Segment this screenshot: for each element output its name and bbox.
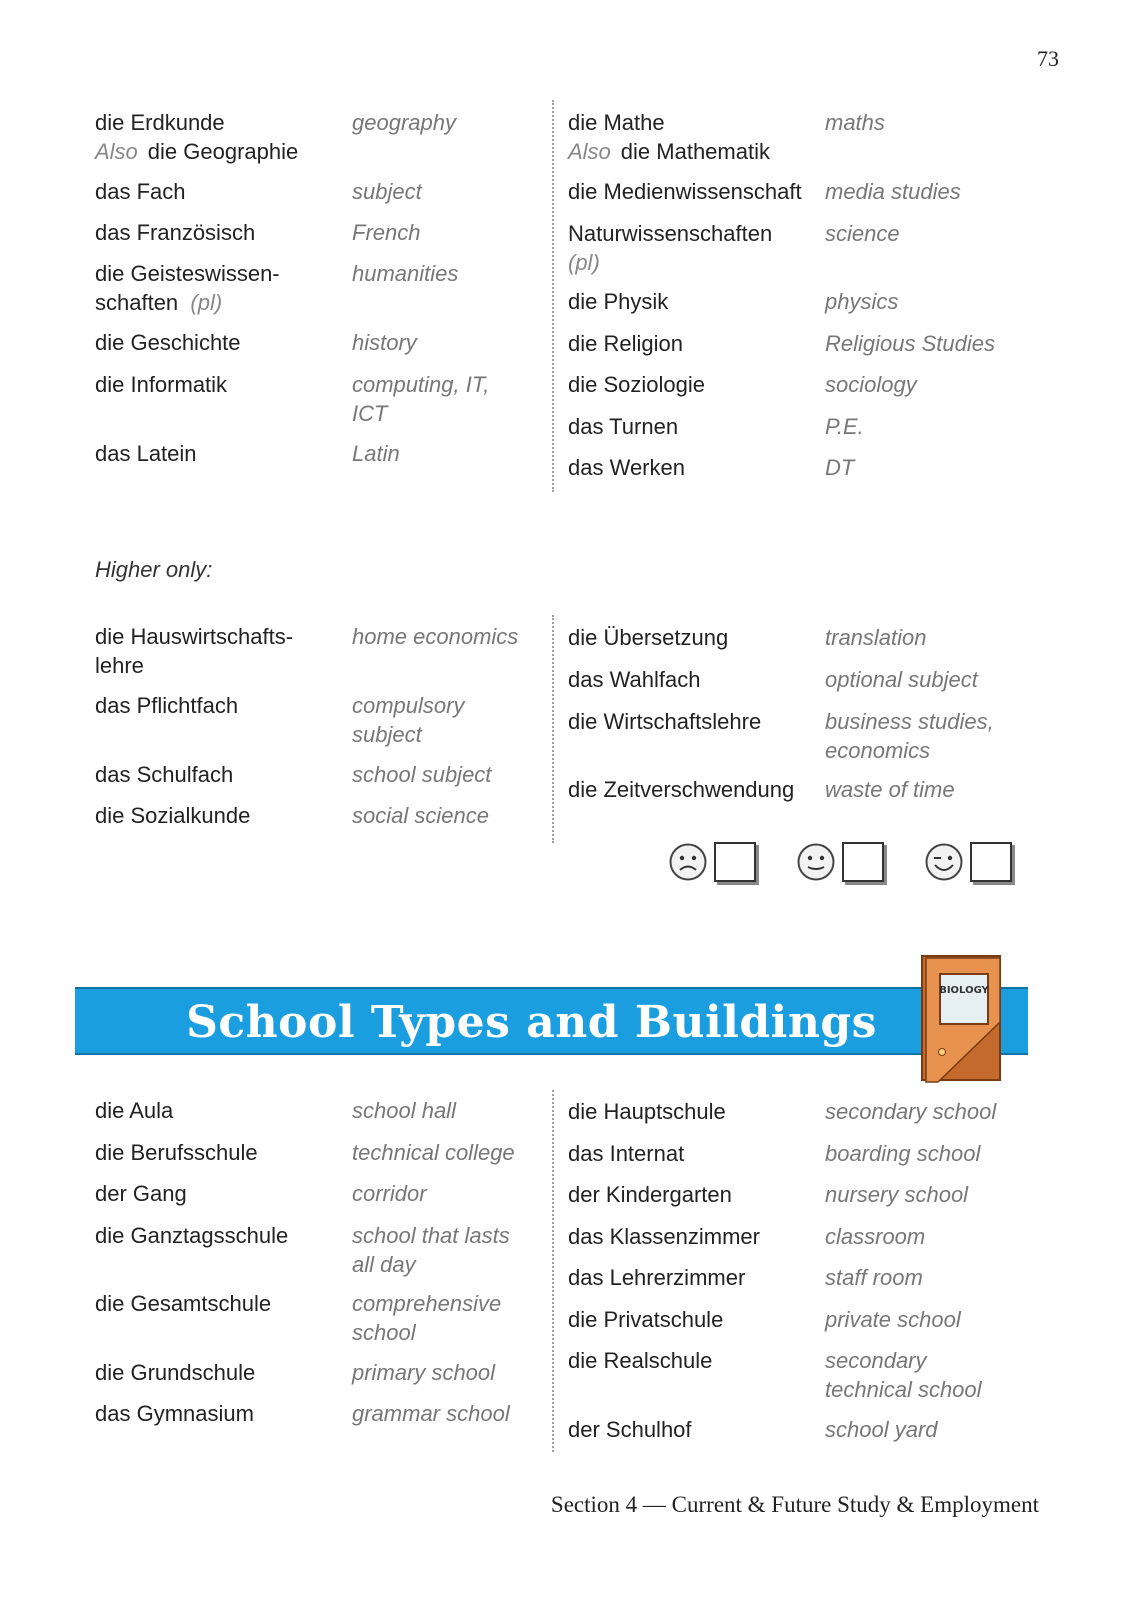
- plural-marker: (pl): [568, 250, 600, 275]
- column-divider: [552, 615, 554, 843]
- self-assessment-ratings: [668, 840, 1028, 884]
- english-translation-line-1: school that lasts: [352, 1223, 510, 1248]
- column-divider: [552, 1090, 554, 1452]
- also-label: Also: [95, 139, 138, 164]
- german-word: das Klassenzimmer: [568, 1224, 760, 1249]
- english-translation: Latin: [352, 441, 400, 466]
- german-word: das Werken: [568, 455, 685, 480]
- german-word: die Privatschule: [568, 1307, 724, 1332]
- english-translation: sociology: [825, 372, 917, 397]
- english-translation: DT: [825, 455, 855, 480]
- german-alternative: die Mathematik: [620, 139, 770, 164]
- page-footer: Section 4 — Current & Future Study & Employment: [550, 1492, 1039, 1517]
- english-translation-line-2: all day: [352, 1252, 416, 1277]
- german-word: der Schulhof: [568, 1417, 692, 1442]
- german-word: das Pflichtfach: [95, 693, 239, 718]
- english-translation-line-2: school: [352, 1320, 416, 1345]
- german-word: die Berufsschule: [95, 1140, 258, 1165]
- german-word: das Internat: [568, 1141, 685, 1166]
- english-translation-line-1: compulsory: [352, 693, 465, 718]
- english-translation-line-2: economics: [825, 738, 931, 763]
- german-word: die Realschule: [568, 1348, 713, 1373]
- english-translation: geography: [352, 110, 456, 135]
- english-translation: waste of time: [825, 777, 955, 802]
- english-translation: grammar school: [352, 1401, 510, 1426]
- page-number: 73: [1037, 46, 1059, 71]
- english-translation: school yard: [825, 1417, 938, 1442]
- german-word: die Physik: [568, 289, 669, 314]
- english-translation: history: [352, 330, 417, 355]
- german-word: das Latein: [95, 441, 197, 466]
- english-translation: primary school: [352, 1360, 496, 1385]
- german-word: die Wirtschaftslehre: [568, 709, 762, 734]
- english-translation: classroom: [825, 1224, 926, 1249]
- english-translation: subject: [352, 179, 422, 204]
- german-word: die Ganztagsschule: [95, 1223, 289, 1248]
- english-translation: corridor: [352, 1181, 427, 1206]
- german-word: die Übersetzung: [568, 625, 729, 650]
- english-translation: Religious Studies: [825, 331, 995, 356]
- also-label: Also: [568, 139, 611, 164]
- english-translation: nursery school: [825, 1182, 969, 1207]
- door-sign-text: BIOLOGY: [939, 985, 989, 996]
- german-word: die Mathe: [568, 110, 665, 135]
- german-word: der Kindergarten: [568, 1182, 732, 1207]
- german-alternative: die Geographie: [147, 139, 299, 164]
- german-word-line-1: die Hauswirtschafts-: [95, 624, 294, 649]
- german-word-line-1: die Geisteswissen-: [95, 261, 280, 286]
- english-translation: P.E.: [825, 414, 864, 439]
- rating-checkbox[interactable]: [714, 842, 756, 882]
- german-word: die Grundschule: [95, 1360, 256, 1385]
- german-word: der Gang: [95, 1181, 187, 1206]
- english-translation-line-2: subject: [352, 722, 422, 747]
- german-word: die Geschichte: [95, 330, 241, 355]
- english-translation: maths: [825, 110, 885, 135]
- english-translation: secondary school: [825, 1099, 997, 1124]
- neutral-face-icon: [796, 842, 836, 882]
- german-word: das Wahlfach: [568, 667, 701, 692]
- german-word: das Fach: [95, 179, 186, 204]
- german-word-line-2: schaften: [95, 290, 179, 315]
- english-translation: translation: [825, 625, 927, 650]
- german-word: Naturwissenschaften: [568, 221, 773, 246]
- german-word: das Schulfach: [95, 762, 234, 787]
- english-translation-line-1: comprehensive: [352, 1291, 502, 1316]
- happy-face-icon: [924, 842, 964, 882]
- rating-checkbox[interactable]: [970, 842, 1012, 882]
- german-word: die Informatik: [95, 372, 228, 397]
- german-word: die Sozialkunde: [95, 803, 251, 828]
- german-word: die Soziologie: [568, 372, 705, 397]
- rating-checkbox[interactable]: [842, 842, 884, 882]
- english-translation-line-2: technical school: [825, 1377, 982, 1402]
- german-word: die Zeitverschwendung: [568, 777, 795, 802]
- german-word-line-2: lehre: [95, 653, 144, 678]
- english-translation: humanities: [352, 261, 459, 286]
- english-translation: boarding school: [825, 1141, 981, 1166]
- german-word: das Französisch: [95, 220, 256, 245]
- section-title: School Types and Buildings: [186, 997, 877, 1048]
- sad-face-icon: [668, 842, 708, 882]
- german-word: die Religion: [568, 331, 683, 356]
- english-translation-line-1: business studies,: [825, 709, 994, 734]
- english-translation: home economics: [352, 624, 519, 649]
- english-translation: physics: [825, 289, 899, 314]
- english-translation: school subject: [352, 762, 492, 787]
- english-translation: optional subject: [825, 667, 978, 692]
- english-translation-line-1: computing, IT,: [352, 372, 490, 397]
- german-word: das Gymnasium: [95, 1401, 254, 1426]
- english-translation: school hall: [352, 1098, 456, 1123]
- column-divider: [552, 100, 554, 492]
- english-translation: science: [825, 221, 900, 246]
- english-translation: technical college: [352, 1140, 515, 1165]
- german-word: die Aula: [95, 1098, 174, 1123]
- higher-only-heading: Higher only:: [95, 557, 213, 582]
- german-word: die Gesamtschule: [95, 1291, 272, 1316]
- english-translation-line-1: secondary: [825, 1348, 927, 1373]
- english-translation: staff room: [825, 1265, 923, 1290]
- english-translation-line-2: ICT: [352, 401, 388, 426]
- english-translation: social science: [352, 803, 489, 828]
- section-banner: [75, 987, 1028, 1055]
- english-translation: French: [352, 220, 421, 245]
- german-word: die Medienwissenschaft: [568, 179, 802, 204]
- german-word: die Erdkunde: [95, 110, 225, 135]
- german-word: die Hauptschule: [568, 1099, 726, 1124]
- german-word: das Lehrerzimmer: [568, 1265, 746, 1290]
- english-translation: media studies: [825, 179, 961, 204]
- german-word: das Turnen: [568, 414, 679, 439]
- plural-marker: (pl): [190, 290, 223, 315]
- english-translation: private school: [825, 1307, 961, 1332]
- classroom-door-icon: [918, 952, 1008, 1084]
